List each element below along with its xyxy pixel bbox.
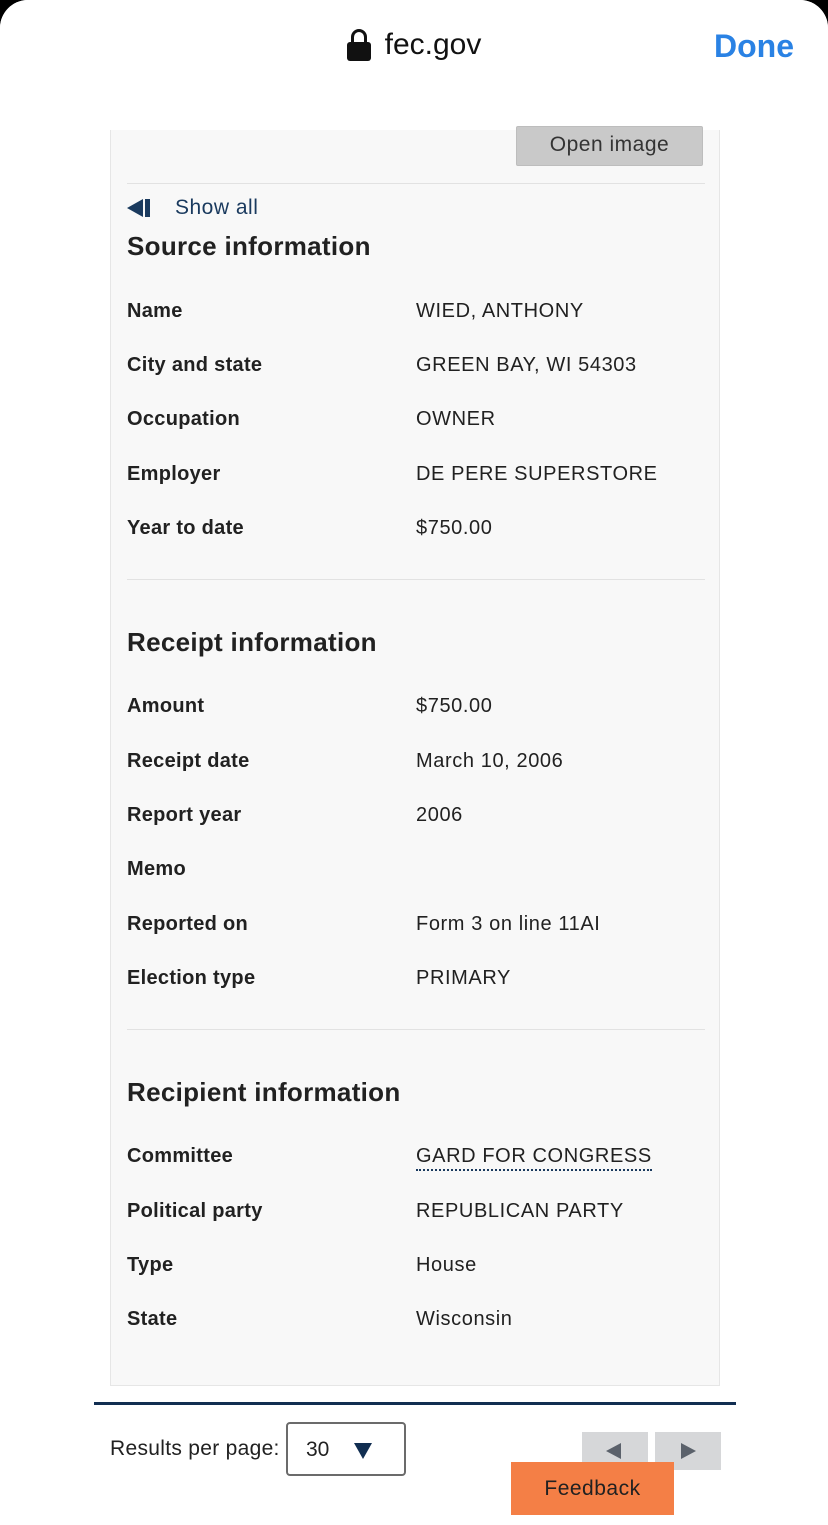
row-value: House — [416, 1254, 477, 1276]
results-per-page-label: Results per page: — [110, 1437, 280, 1460]
caret-down-icon — [354, 1443, 372, 1459]
row-value: Wisconsin — [416, 1308, 513, 1330]
chevron-left-icon — [606, 1443, 621, 1459]
row-value: WIED, ANTHONY — [416, 300, 584, 322]
collapse-panel-icon — [127, 199, 153, 217]
row-value: REPUBLICAN PARTY — [416, 1200, 624, 1222]
row-value: 2006 — [416, 804, 463, 826]
row-label: Year to date — [127, 517, 244, 539]
receipt-row-amount — [127, 695, 705, 725]
row-label: Memo — [127, 858, 186, 880]
row-label: Report year — [127, 804, 242, 826]
chevron-right-icon — [681, 1443, 696, 1459]
row-label: Election type — [127, 967, 256, 989]
row-value: PRIMARY — [416, 967, 511, 989]
committee-link[interactable]: GARD FOR CONGRESS — [416, 1145, 652, 1171]
source-row-city-state — [127, 354, 705, 384]
receipt-row-memo — [127, 858, 705, 888]
recipient-row-type — [127, 1254, 705, 1284]
row-label: Occupation — [127, 408, 241, 430]
row-value: March 10, 2006 — [416, 750, 564, 772]
row-value: $750.00 — [416, 517, 493, 539]
row-label: Receipt date — [127, 750, 250, 772]
row-value: DE PERE SUPERSTORE — [416, 463, 658, 485]
row-label: Reported on — [127, 913, 249, 935]
row-value: Form 3 on line 11AI — [416, 913, 601, 935]
show-all-label: Show all — [175, 196, 259, 219]
url-text: fec.gov — [384, 28, 482, 61]
section-divider — [127, 579, 705, 580]
done-button[interactable]: Done — [714, 28, 794, 64]
row-label: Employer — [127, 463, 221, 485]
receipt-row-election-type — [127, 967, 705, 997]
results-per-page-select[interactable] — [286, 1422, 406, 1476]
open-image-button[interactable]: Open image — [516, 126, 703, 166]
row-label: Committee — [127, 1145, 234, 1167]
section-divider — [127, 1029, 705, 1030]
source-row-occupation — [127, 408, 705, 438]
source-information-heading: Source information — [127, 231, 371, 261]
recipient-row-state — [127, 1308, 705, 1338]
details-panel — [110, 130, 720, 1386]
recipient-row-committee — [127, 1145, 705, 1175]
receipt-information-heading: Receipt information — [127, 627, 377, 657]
receipt-row-receipt-date — [127, 750, 705, 780]
results-per-page-value: 30 — [306, 1438, 330, 1461]
lock-icon — [347, 29, 371, 61]
row-label: City and state — [127, 354, 263, 376]
row-label: Name — [127, 300, 183, 322]
url-display[interactable] — [0, 28, 828, 62]
divider — [127, 183, 705, 184]
source-row-employer — [127, 463, 705, 493]
recipient-row-political-party — [127, 1200, 705, 1230]
row-label: Amount — [127, 695, 205, 717]
row-label: State — [127, 1308, 178, 1330]
feedback-button[interactable]: Feedback — [511, 1462, 674, 1515]
row-label: Political party — [127, 1200, 263, 1222]
source-row-year-to-date — [127, 517, 705, 547]
row-value: $750.00 — [416, 695, 493, 717]
browser-top-bar — [0, 0, 828, 96]
footer-divider — [94, 1402, 736, 1405]
row-value: GREEN BAY, WI 54303 — [416, 354, 637, 376]
receipt-row-reported-on — [127, 913, 705, 943]
row-value: OWNER — [416, 408, 496, 430]
source-row-name — [127, 300, 705, 330]
receipt-row-report-year — [127, 804, 705, 834]
row-label: Type — [127, 1254, 174, 1276]
recipient-information-heading: Recipient information — [127, 1077, 401, 1107]
show-all-link[interactable] — [127, 196, 258, 220]
